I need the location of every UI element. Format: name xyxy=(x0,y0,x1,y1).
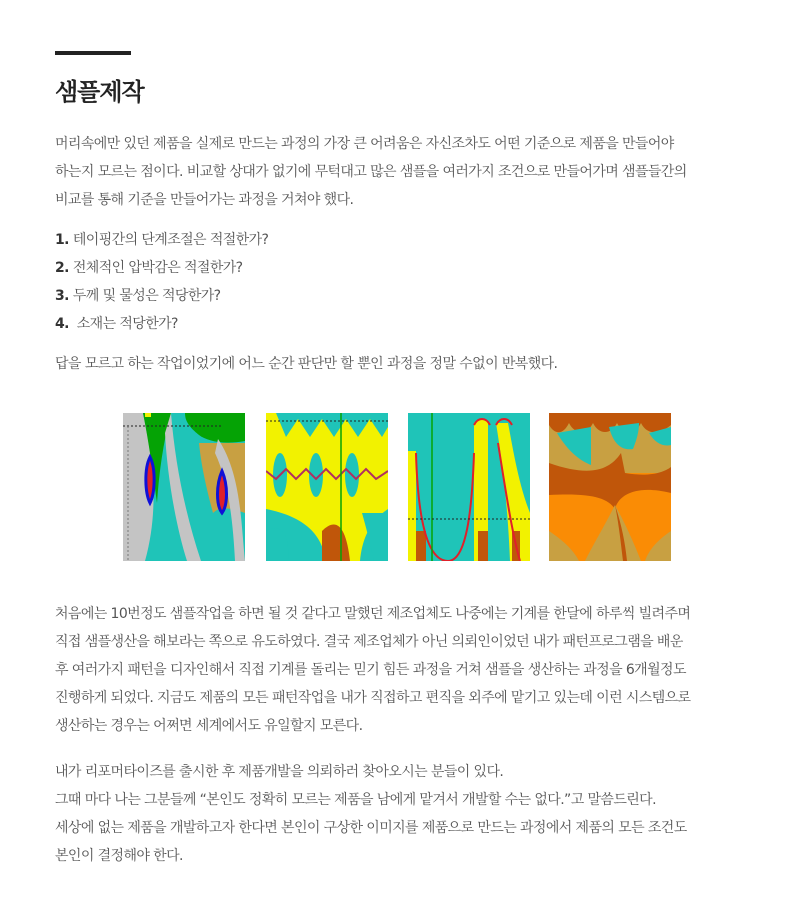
list-item-text: 전체적인 압박감은 적절한가? xyxy=(72,260,243,276)
text-line: 하는지 모르는 점이다. 비교할 상대가 없기에 무턱대고 많은 샘플을 여러가지 조건으로 만들어가며 샘플들간의 xyxy=(55,164,687,180)
section-accent-bar xyxy=(55,51,131,55)
pattern-image-1 xyxy=(123,413,245,561)
text-line: 생산하는 경우는 어쩌면 세계에서도 유일할지 모른다. xyxy=(55,718,363,734)
text-line: 본인이 결정해야 한다. xyxy=(55,848,183,864)
text-line: 답을 모르고 하는 작업이었기에 어느 순간 판단만 할 뿐인 과정을 정말 수없이 반복했다. xyxy=(55,356,558,372)
text-line: 비교를 통해 기준을 만들어가는 과정을 거쳐야 했다. xyxy=(55,192,354,208)
list-item-text: 소재는 적당한가? xyxy=(72,316,178,332)
pattern-graphic-4 xyxy=(549,413,671,561)
list-item-number: 4. xyxy=(55,316,69,332)
text-line: 후 여러가지 패턴을 디자인해서 직접 기계를 돌리는 믿기 힘든 과정을 거쳐 샘플을 생산하는 과정을 6개월정도 xyxy=(55,662,686,678)
closing-paragraph xyxy=(55,758,745,870)
text-line: 진행하게 되었다. 지금도 제품의 모든 패턴작업을 내가 직접하고 편직을 외주에 맡기고 있는데 이런 시스템으로 xyxy=(55,690,691,706)
list-item-number: 1. xyxy=(55,232,69,248)
text-line: 세상에 없는 제품을 개발하고자 한다면 본인이 구상한 이미지를 제품으로 만드는 과정에서 제품의 모든 조건도 xyxy=(55,820,687,836)
list-item-number: 2. xyxy=(55,260,69,276)
section-title: 샘플제작 xyxy=(55,78,144,106)
list-item-number: 3. xyxy=(55,288,69,304)
text-line: 처음에는 10번정도 샘플작업을 하면 될 것 같다고 말했던 제조업체도 나중에는 기계를 한달에 하루씩 빌려주며 xyxy=(55,606,691,622)
text-line: 머리속에만 있던 제품을 실제로 만드는 과정의 가장 큰 어려움은 자신조차도 어떤 기준으로 제품을 만들어야 xyxy=(55,136,674,152)
list-item xyxy=(55,254,268,282)
text-line: 직접 샘플생산을 해보라는 쪽으로 유도하였다. 결국 제조업체가 아닌 의뢰인이었던 내가 패턴프로그램을 배운 xyxy=(55,634,683,650)
story-paragraph xyxy=(55,600,745,740)
list-item-text: 테이핑간의 단계조절은 적절한가? xyxy=(72,232,269,248)
list-item xyxy=(55,226,268,254)
list-item xyxy=(55,282,268,310)
pattern-graphic-3 xyxy=(408,413,530,561)
pattern-image-2 xyxy=(266,413,388,561)
pattern-graphic-2 xyxy=(266,413,388,561)
intro-paragraph xyxy=(55,130,745,214)
pattern-graphic-1 xyxy=(123,413,245,561)
list-item xyxy=(55,310,268,338)
text-line: 내가 리포머타이즈를 출시한 후 제품개발을 의뢰하러 찾아오시는 분들이 있다. xyxy=(55,764,504,780)
text-line: 그때 마다 나는 그분들께 “본인도 정확히 모르는 제품을 남에게 맡겨서 개발할 수는 없다.”고 말씀드린다. xyxy=(55,792,656,808)
answer-paragraph xyxy=(55,350,745,378)
pattern-image-4 xyxy=(549,413,671,561)
question-list xyxy=(55,226,268,338)
pattern-image-3 xyxy=(408,413,530,561)
list-item-text: 두께 및 물성은 적당한가? xyxy=(72,288,221,304)
